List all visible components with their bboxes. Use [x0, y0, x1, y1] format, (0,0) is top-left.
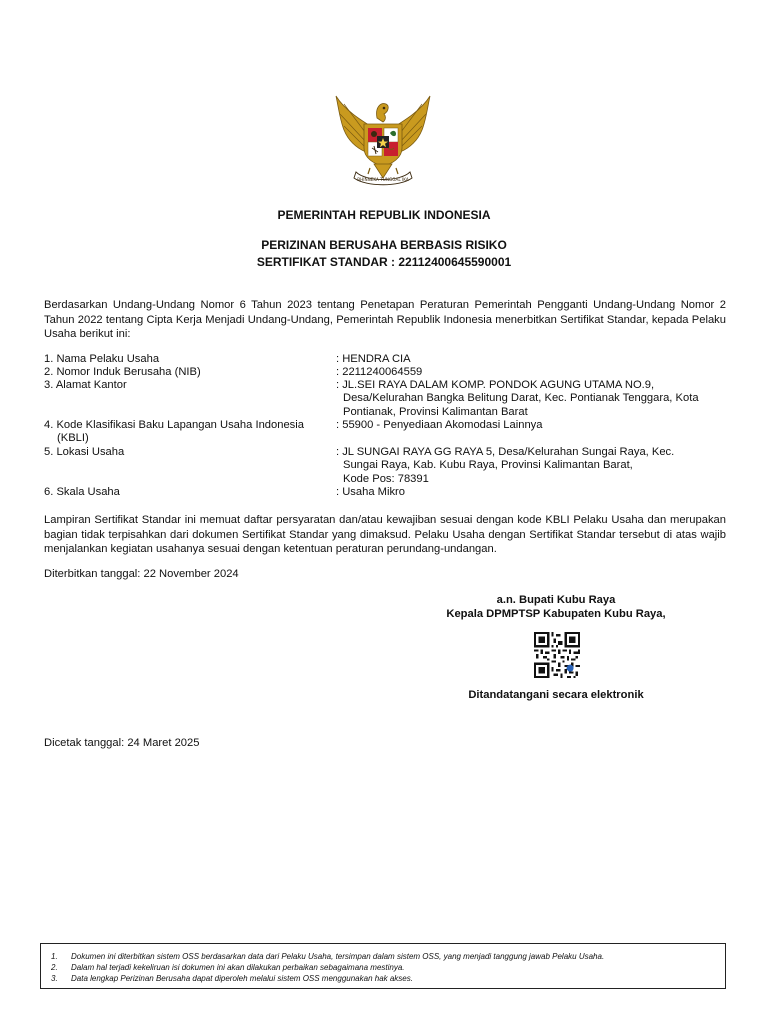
footnote-item — [51, 951, 604, 962]
electronic-signature-note: Ditandatangani secara elektronik — [468, 689, 644, 701]
address-line-2: Desa/Kelurahan Bangka Belitung Darat, Kec. Pontianak Tenggara, Kota — [343, 392, 699, 405]
footnote-item — [51, 973, 413, 984]
location-line-2: Sungai Raya, Kab. Kubu Raya, Provinsi Kalimantan Barat, — [343, 459, 633, 472]
signature-title: Kepala DPMPTSP Kabupaten Kubu Raya, — [446, 608, 666, 620]
footnote-item — [51, 962, 405, 973]
field-label: 2. Nomor Induk Berusaha (NIB) — [44, 366, 201, 378]
footnote-number: 2. — [51, 963, 58, 972]
field-value: : 55900 - Penyediaan Akomodasi Lainnya — [336, 419, 543, 431]
printed-date: Dicetak tanggal: 24 Maret 2025 — [44, 737, 200, 749]
field-label: 5. Lokasi Usaha — [44, 446, 125, 458]
footnote-number: 1. — [51, 952, 58, 961]
location-line-1: : JL SUNGAI RAYA GG RAYA 5, Desa/Kelurahan Sungai Raya, Kec. — [336, 446, 675, 458]
field-value — [336, 446, 726, 486]
field-value: : 2211240064559 — [336, 366, 423, 378]
license-type-heading: PERIZINAN BERUSAHA BERBASIS RISIKO — [261, 238, 507, 252]
footnote-text: Dokumen ini diterbitkan sistem OSS berdasarkan data dari Pelaku Usaha, tersimpan dalam sistem OSS, yang menjadi tanggung jawab Pelaku Usaha. — [71, 952, 605, 961]
kbli-label-line-2: (KBLI) — [57, 432, 89, 445]
footnotes-box — [40, 943, 726, 989]
issued-date: Diterbitkan tanggal: 22 November 2024 — [44, 568, 239, 580]
footnote-number: 3. — [51, 974, 58, 983]
garuda-pancasila-icon — [330, 92, 436, 188]
field-value: : HENDRA CIA — [336, 353, 411, 365]
location-line-3: Kode Pos: 78391 — [343, 472, 429, 485]
signature-on-behalf: a.n. Bupati Kubu Raya — [496, 594, 616, 606]
footnote-text: Dalam hal terjadi kekeliruan isi dokumen ini akan dilakukan perbaikan sebagaimana mestinya. — [71, 963, 405, 972]
field-label — [44, 419, 334, 446]
address-line-3: Pontianak, Provinsi Kalimantan Barat — [343, 405, 528, 418]
government-heading: PEMERINTAH REPUBLIK INDONESIA — [277, 208, 491, 222]
field-value: : Usaha Mikro — [336, 486, 406, 498]
field-value — [336, 379, 726, 419]
footnote-text: Data lengkap Perizinan Berusaha dapat diperoleh melalui sistem OSS menggunakan hak akses. — [71, 974, 413, 983]
intro-paragraph: Berdasarkan Undang-Undang Nomor 6 Tahun 2023 tentang Penetapan Peraturan Pemerintah Pengganti Undang-Undang Nomor 2 Tahun 2022 tentang Cipta Kerja Menjadi Undang-Undang, Pemerintah Republik Indonesia menerbitkan Sertifikat Standar, kepada Pelaku Usaha berikut ini: — [44, 299, 726, 340]
appendix-paragraph: Lampiran Sertifikat Standar ini memuat daftar persyaratan dan/atau kewajiban sesuai dengan kode KBLI Pelaku Usaha dan merupakan bagian tidak terpisahkan dari dokumen Sertifikat Standar yang dimaksud. Pelaku Usaha dengan Sertifikat Standar tersebut di atas wajib menjalankan kegiatan usahanya sesuai dengan ketentuan peraturan perundang-undangan. — [44, 514, 726, 555]
qr-code-icon — [534, 632, 580, 678]
address-line-1: : JL.SEI RAYA DALAM KOMP. PONDOK AGUNG UTAMA NO.9, — [336, 379, 655, 391]
garuda-emblem — [330, 92, 436, 188]
certificate-number-heading: SERTIFIKAT STANDAR : 22112400645590001 — [256, 255, 512, 269]
field-label: 3. Alamat Kantor — [44, 379, 127, 391]
field-label: 1. Nama Pelaku Usaha — [44, 353, 160, 365]
field-label: 6. Skala Usaha — [44, 486, 120, 498]
motto-text: BHINNEKA TUNGGAL IKA — [357, 177, 409, 182]
kbli-label-line-1: 4. Kode Klasifikasi Baku Lapangan Usaha Indonesia — [44, 419, 304, 431]
